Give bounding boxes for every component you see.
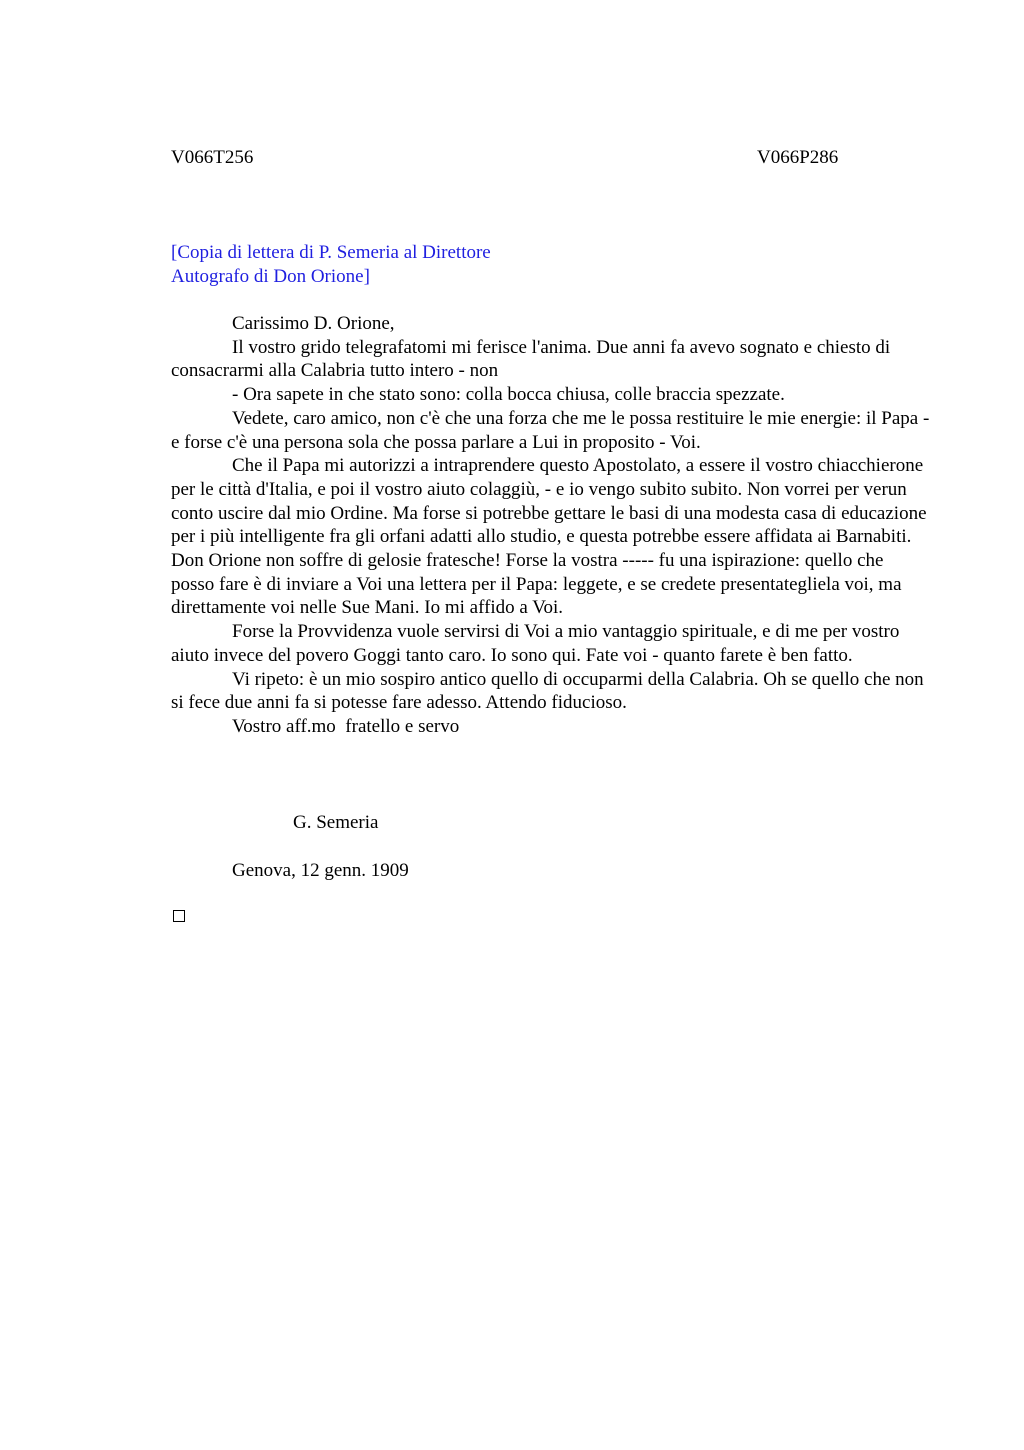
- heading-line-1: [Copia di lettera di P. Semeria al Direttore: [171, 242, 491, 263]
- document-code-left: V066T256: [171, 147, 254, 168]
- letter-place-date: Genova, 12 genn. 1909: [232, 860, 409, 881]
- letter-paragraph: Vedete, caro amico, non c'è che una forza che me le possa restituire le mie energie: il Papa - e forse c'è una persona sola che possa parlare a Lui in proposito - Voi.: [171, 407, 930, 453]
- letter-paragraph: Il vostro grido telegrafatomi mi ferisce l'anima. Due anni fa avevo sognato e chiesto di consacrarmi alla Calabria tutto intero - non: [171, 336, 891, 382]
- letter-salutation: Carissimo D. Orione,: [232, 313, 395, 334]
- letter-signature: G. Semeria: [293, 812, 379, 833]
- letter-paragraph: Vi ripeto: è un mio sospiro antico quello di occuparmi della Calabria. Oh se quello che non si fece due anni fa si potesse fare adesso. Attendo fiducioso.: [171, 668, 924, 714]
- letter-paragraph: - Ora sapete in che stato sono: colla bocca chiusa, colle braccia spezzate.: [232, 384, 785, 406]
- letter-paragraph: Che il Papa mi autorizzi a intraprendere questo Apostolato, a essere il vostro chiacchierone per le città d'Italia, e poi il vostro aiuto colaggiù, - e io vengo subito subito. Non vorrei per verun conto uscire dal mio Ordine. Ma forse si potrebbe gettare le basi di una modesta casa di educazione per i più intelligente fra gli orfani adatti allo studio, e questa potrebbe essere affidata ai Barnabiti. Don Orione non soffre di gelosie fratesche! Forse la vostra ----- fu una ispirazione: quello che posso fare è di inviare a Voi una lettera per il Papa: leggete, e se credete presentategliela voi, ma direttamente voi nelle Sue Mani. Io mi affido a Voi.: [171, 455, 927, 619]
- document-heading: [171, 241, 491, 289]
- letter-body: [171, 312, 931, 739]
- empty-square-icon: [173, 910, 185, 922]
- letter-paragraph: Forse la Provvidenza vuole servirsi di Voi a mio vantaggio spirituale, e di me per vostro aiuto invece del povero Goggi tanto caro. Io sono qui. Fate voi - quanto farete è ben fatto.: [171, 621, 900, 666]
- heading-line-2: Autografo di Don Orione]: [171, 266, 370, 287]
- document-code-right: V066P286: [757, 147, 839, 168]
- letter-closing: Vostro aff.mo fratello e servo: [232, 715, 460, 737]
